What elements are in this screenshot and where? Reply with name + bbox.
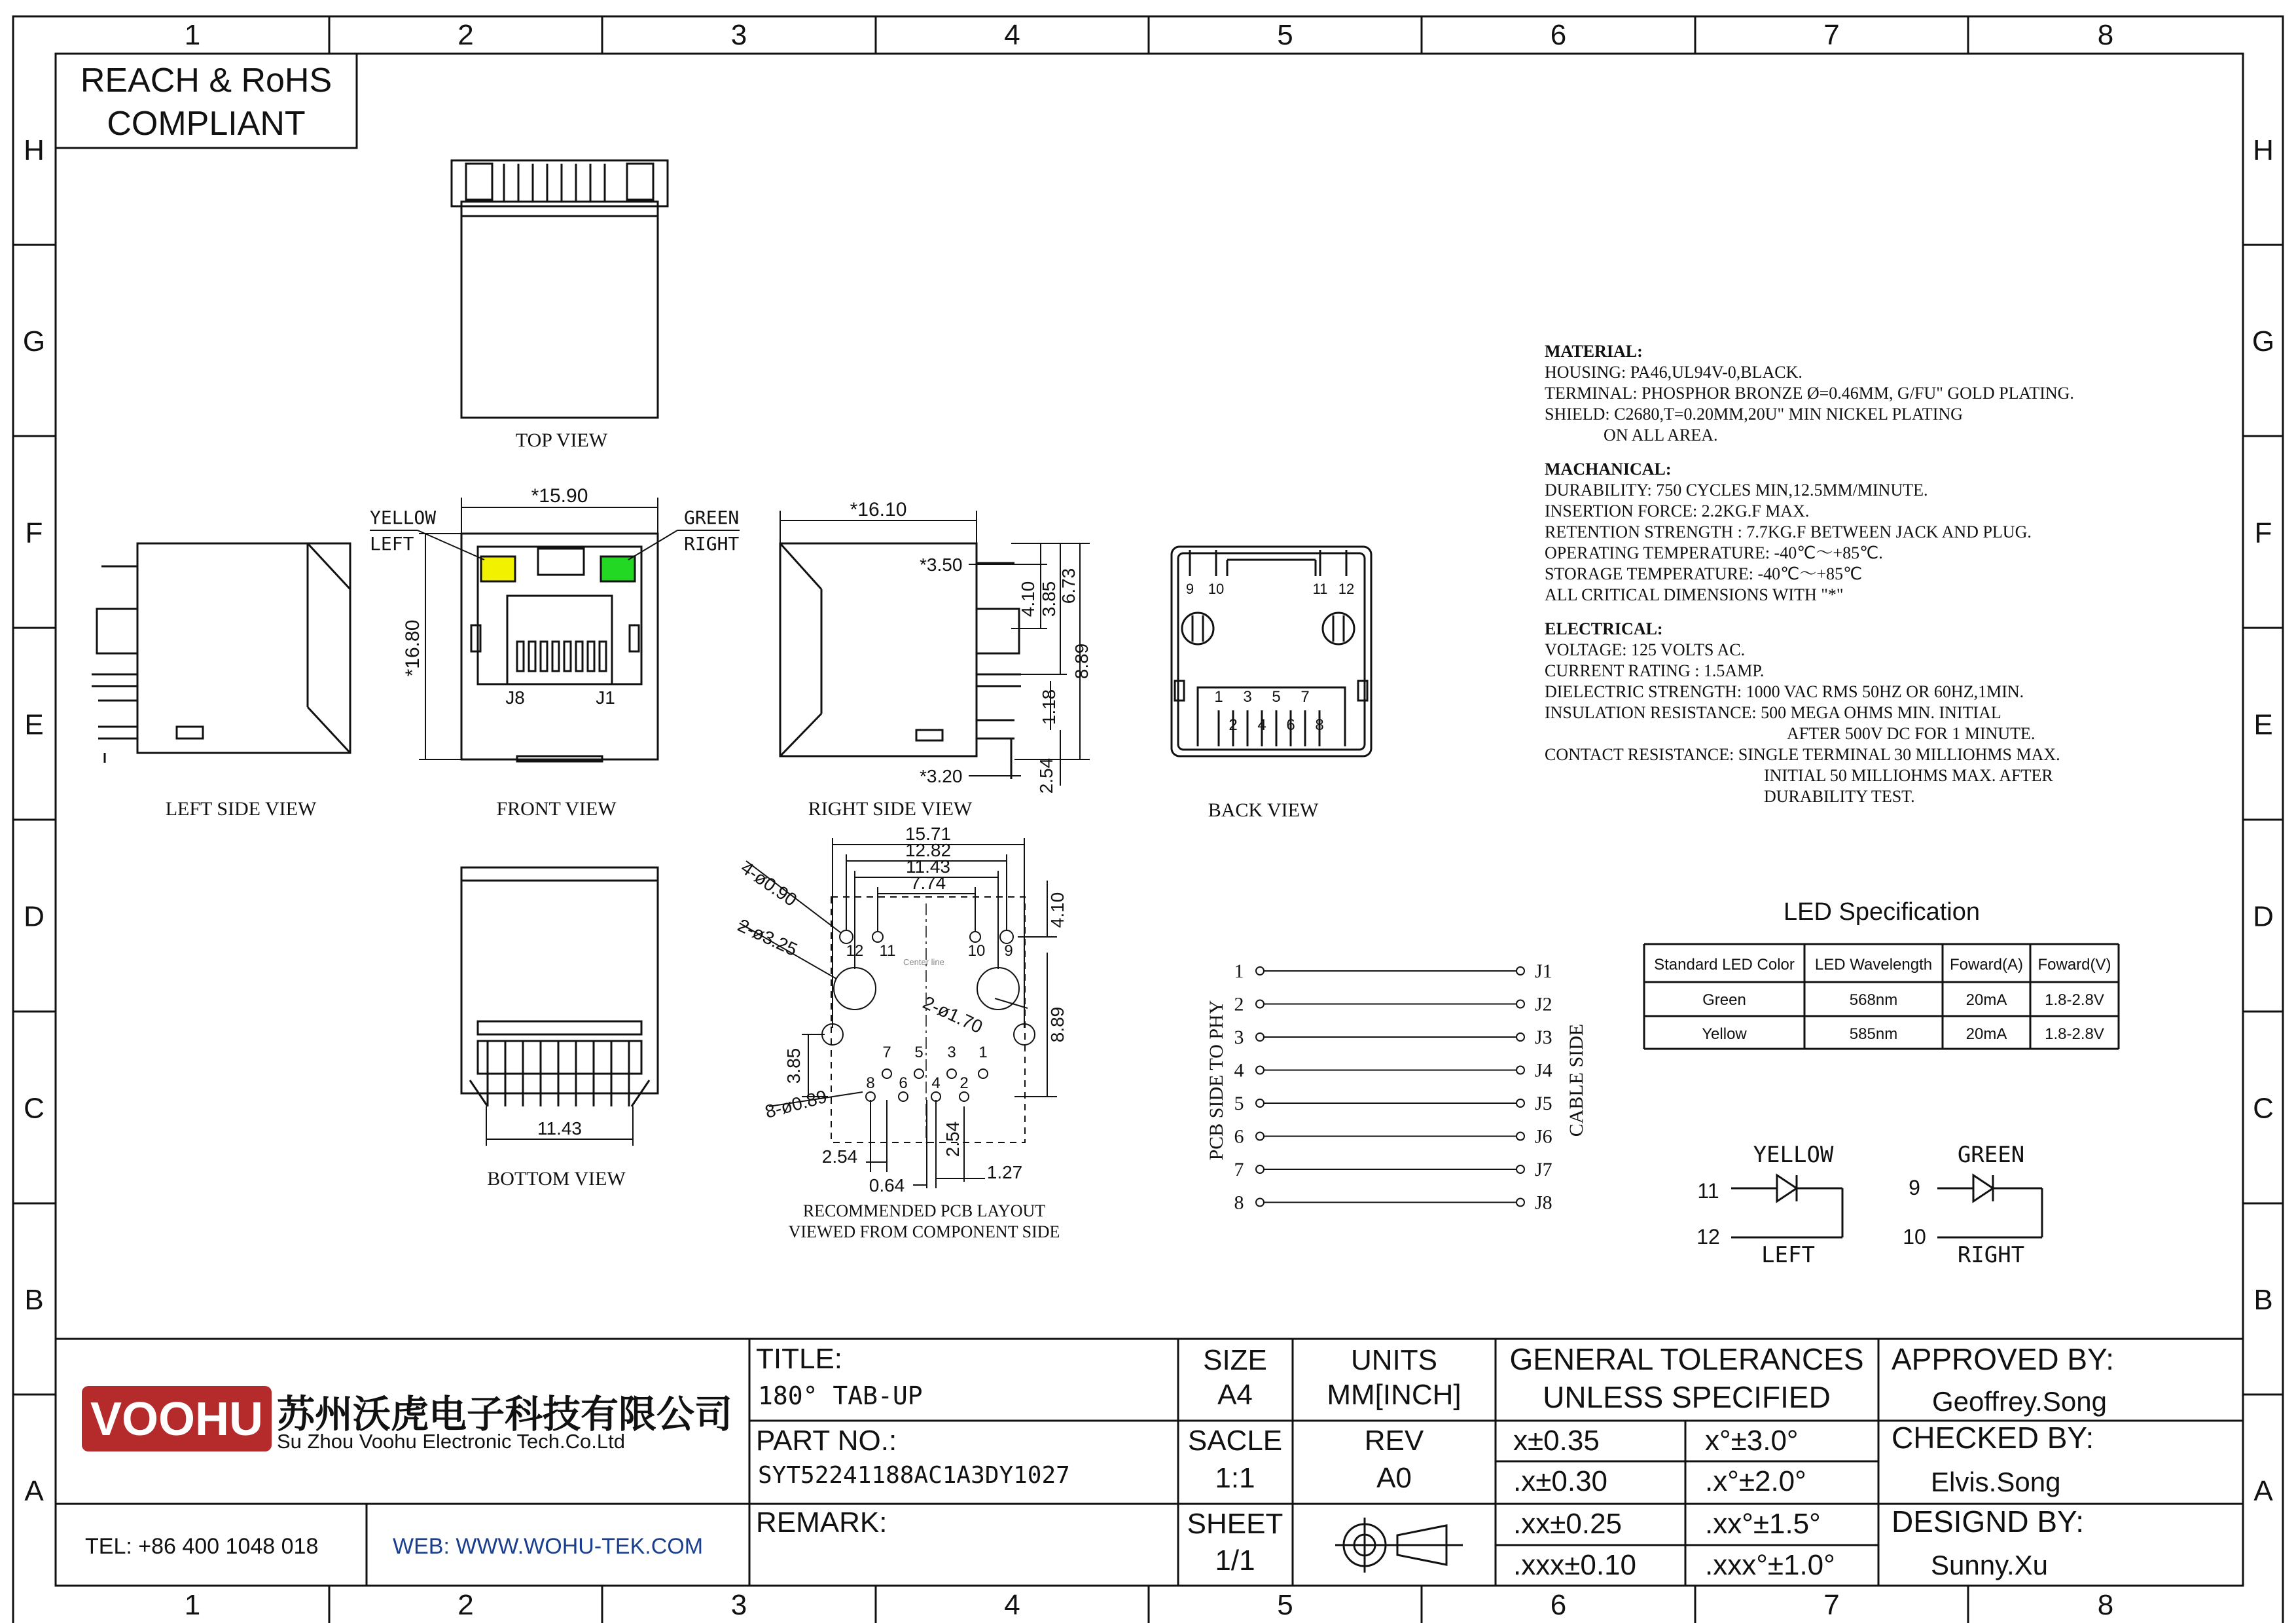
led-pin-10: 10 bbox=[1903, 1225, 1926, 1249]
top-pin-tab bbox=[627, 164, 653, 200]
right-dim: *3.20 bbox=[920, 766, 963, 786]
schematic-pin-number: 5 bbox=[1234, 1093, 1244, 1114]
led-right-label: RIGHT bbox=[1957, 1242, 2025, 1268]
pcb-side-dim: 3.85 bbox=[783, 1048, 804, 1084]
led-yellow-title: YELLOW bbox=[1753, 1142, 1834, 1168]
spec-heading: MATERIAL: bbox=[1545, 342, 1643, 361]
schematic-node bbox=[1256, 1165, 1264, 1173]
pcb-center-line-label: Center line bbox=[903, 957, 944, 967]
compliance-line-2: COMPLIANT bbox=[107, 105, 306, 143]
grid-col-label: 6 bbox=[1550, 1589, 1567, 1621]
spec-line: TERMINAL: PHOSPHOR BRONZE Ø=0.46MM, G/FU" GOLD PLATING. bbox=[1545, 384, 2074, 403]
spec-line: VOLTAGE: 125 VOLTS AC. bbox=[1545, 640, 1746, 659]
schematic-pin-number: 6 bbox=[1234, 1125, 1244, 1148]
tolerance-angular: .xx°±1.5° bbox=[1705, 1508, 1821, 1540]
schematic-pin-number: 8 bbox=[1234, 1192, 1244, 1214]
tolerance-linear: .xx±0.25 bbox=[1513, 1508, 1623, 1540]
pcb-pin-hole bbox=[914, 1069, 924, 1078]
bottom-dim-label: 11.43 bbox=[537, 1118, 582, 1139]
pcb-pin-hole bbox=[866, 1092, 875, 1101]
back-view-label: BACK VIEW bbox=[1208, 799, 1319, 821]
pcb-dim: 11.43 bbox=[906, 856, 950, 877]
tolerance-angular: x°±3.0° bbox=[1705, 1425, 1799, 1457]
approved-value: Geoffrey.Song bbox=[1932, 1386, 2107, 1417]
part-value: SYT52241188AC1A3DY1027 bbox=[758, 1462, 1070, 1489]
spec-line: AFTER 500V DC FOR 1 MINUTE. bbox=[1787, 724, 2036, 743]
schematic-node bbox=[1516, 1033, 1524, 1041]
grid-col-label: 7 bbox=[1823, 1589, 1840, 1621]
schematic-pin-number: 2 bbox=[1234, 993, 1244, 1015]
rev-label: REV bbox=[1364, 1425, 1424, 1457]
part-label: PART NO.: bbox=[756, 1425, 897, 1457]
bottom-view bbox=[461, 867, 658, 1106]
schematic-node bbox=[1256, 1133, 1264, 1140]
yellow-led bbox=[481, 556, 515, 581]
back-pin-number: 4 bbox=[1257, 716, 1266, 734]
schematic-node bbox=[1256, 967, 1264, 975]
tolerance-linear: .xxx±0.10 bbox=[1513, 1549, 1637, 1581]
grid-row-label: E bbox=[24, 708, 44, 741]
right-dim: 1.18 bbox=[1039, 689, 1059, 725]
led-spec-table bbox=[1644, 944, 2119, 1049]
left-side-view bbox=[92, 543, 350, 763]
schematic-jack-label: J5 bbox=[1535, 1093, 1552, 1114]
grid-row-label: B bbox=[24, 1284, 44, 1316]
pcb-side-dim: 4.10 bbox=[1047, 892, 1067, 928]
spec-line: ON ALL AREA. bbox=[1604, 426, 1718, 445]
schematic-node bbox=[1256, 1067, 1264, 1074]
back-pin-number: 5 bbox=[1272, 688, 1281, 706]
grid-row-label: G bbox=[2251, 325, 2275, 357]
title-label: TITLE: bbox=[756, 1343, 843, 1375]
schematic-jack-label: J7 bbox=[1535, 1159, 1552, 1180]
spec-line: INITIAL 50 MILLIOHMS MAX. AFTER bbox=[1764, 766, 2053, 785]
grid-col-label: 3 bbox=[730, 19, 747, 51]
compliance-line-1: REACH & RoHS bbox=[80, 62, 332, 100]
table-cell: 568nm bbox=[1849, 991, 1898, 1009]
grid-row-label: C bbox=[2253, 1092, 2274, 1125]
j1-label: J1 bbox=[596, 687, 615, 708]
units-label: UNITS bbox=[1351, 1344, 1437, 1376]
front-contact bbox=[588, 642, 594, 671]
schematic-node bbox=[1256, 1199, 1264, 1207]
schematic-node bbox=[1516, 1099, 1524, 1107]
table-header: Standard LED Color bbox=[1654, 956, 1795, 974]
front-width-dim: *15.90 bbox=[531, 485, 588, 507]
schematic-jack-label: J1 bbox=[1535, 960, 1552, 982]
left-label: LEFT bbox=[370, 533, 414, 555]
led-left-label: LEFT bbox=[1761, 1242, 1815, 1268]
schematic-pin-number: 3 bbox=[1234, 1027, 1244, 1048]
schematic-jack-label: J3 bbox=[1535, 1027, 1552, 1048]
table-cell: 585nm bbox=[1849, 1025, 1898, 1043]
back-top-pin-number: 10 bbox=[1208, 581, 1225, 597]
title-value: 180° TAB-UP bbox=[758, 1381, 923, 1410]
pcb-pin-number: 7 bbox=[882, 1044, 891, 1061]
yellow-label: YELLOW bbox=[370, 507, 437, 528]
schematic-pin-number: 4 bbox=[1234, 1059, 1244, 1082]
schematic-pin-number: 7 bbox=[1234, 1159, 1244, 1180]
grid-row-label: G bbox=[22, 325, 46, 357]
grid-row-label: H bbox=[24, 134, 45, 166]
right-side-view-label: RIGHT SIDE VIEW bbox=[808, 798, 973, 820]
checked-value: Elvis.Song bbox=[1931, 1467, 2061, 1497]
schematic-node bbox=[1516, 1199, 1524, 1207]
table-header: Foward(A) bbox=[1949, 956, 2024, 974]
grid-row-label: C bbox=[24, 1092, 45, 1125]
right-dim: 6.73 bbox=[1058, 568, 1079, 604]
grid-row-label: D bbox=[2253, 900, 2274, 933]
cable-side-label: CABLE SIDE bbox=[1566, 1023, 1587, 1137]
grid-row-label: B bbox=[2253, 1284, 2273, 1316]
pcb-pin-hole bbox=[947, 1069, 956, 1078]
tolerance-linear: .x±0.30 bbox=[1513, 1465, 1608, 1497]
approved-label: APPROVED BY: bbox=[1892, 1342, 2115, 1376]
company-logo: VOOHU bbox=[90, 1393, 264, 1446]
designed-label: DESIGND BY: bbox=[1892, 1504, 2084, 1539]
spec-line: DURABILITY: 750 CYCLES MIN,12.5MM/MINUTE. bbox=[1545, 481, 1928, 500]
schematic-node bbox=[1516, 967, 1524, 975]
grid-col-label: 3 bbox=[730, 1589, 747, 1621]
grid-col-label: 2 bbox=[457, 1589, 474, 1621]
schematic-node bbox=[1256, 1033, 1264, 1041]
rev-value: A0 bbox=[1376, 1462, 1412, 1494]
back-top-pin-number: 11 bbox=[1312, 581, 1328, 597]
schematic-node bbox=[1256, 1099, 1264, 1107]
right-dim: 3.85 bbox=[1039, 581, 1059, 617]
front-view-label: FRONT VIEW bbox=[496, 798, 617, 820]
led-green-title: GREEN bbox=[1957, 1142, 2025, 1168]
units-value: MM[INCH] bbox=[1327, 1379, 1462, 1411]
grid-col-label: 2 bbox=[457, 19, 474, 51]
right-side-view bbox=[780, 543, 1021, 779]
spec-line: DIELECTRIC STRENGTH: 1000 VAC RMS 50HZ OR 60HZ,1MIN. bbox=[1545, 682, 2024, 701]
schematic-node bbox=[1516, 1067, 1524, 1074]
tolerance-title-1: GENERAL TOLERANCES bbox=[1509, 1342, 1864, 1376]
pcb-hole-dim: 2-ø1.70 bbox=[920, 992, 986, 1038]
pcb-led-pin-number: 12 bbox=[846, 942, 864, 960]
spec-line: ALL CRITICAL DIMENSIONS WITH "*" bbox=[1545, 585, 1844, 604]
scale-label: SACLE bbox=[1187, 1425, 1283, 1457]
spec-line: DURABILITY TEST. bbox=[1764, 787, 1915, 806]
bottom-view-label: BOTTOM VIEW bbox=[487, 1168, 626, 1190]
grid-col-label: 8 bbox=[2097, 19, 2114, 51]
grid-labels bbox=[13, 16, 2283, 1623]
grid-row-label: H bbox=[2253, 134, 2274, 166]
pcb-hole-dim: 4-ø0.90 bbox=[737, 857, 801, 911]
spec-line: INSERTION FORCE: 2.2KG.F MAX. bbox=[1545, 501, 1810, 520]
outer-frame bbox=[13, 16, 2283, 1623]
pcb-led-pin-number: 10 bbox=[967, 942, 986, 960]
spec-line: INSULATION RESISTANCE: 500 MEGA OHMS MIN. INITIAL bbox=[1545, 703, 2001, 722]
web-link[interactable]: WEB: WWW.WOHU-TEK.COM bbox=[393, 1534, 704, 1559]
size-value: A4 bbox=[1217, 1379, 1253, 1411]
schematic-node bbox=[1516, 1133, 1524, 1140]
checked-label: CHECKED BY: bbox=[1892, 1421, 2094, 1455]
pcb-pin-number: 3 bbox=[947, 1044, 956, 1061]
front-contact bbox=[600, 642, 606, 671]
tolerance-title-2: UNLESS SPECIFIED bbox=[1543, 1380, 1831, 1414]
pcb-dim: 15.71 bbox=[905, 824, 952, 844]
pcb-led-pin-number: 9 bbox=[1004, 942, 1013, 960]
pcb-pin-hole bbox=[899, 1092, 908, 1101]
schematic-node bbox=[1256, 1000, 1264, 1008]
pcb-led-pin-number: 11 bbox=[879, 942, 896, 960]
top-view-label: TOP VIEW bbox=[515, 429, 608, 451]
spec-heading: ELECTRICAL: bbox=[1545, 619, 1663, 638]
led-pin-9: 9 bbox=[1909, 1176, 1920, 1199]
back-top-pin-number: 12 bbox=[1338, 581, 1355, 597]
schematic-jack-label: J4 bbox=[1535, 1059, 1552, 1082]
grid-row-label: F bbox=[2254, 517, 2272, 549]
top-pin-tab bbox=[466, 164, 492, 200]
front-contact bbox=[564, 642, 571, 671]
tel: TEL: +86 400 1048 018 bbox=[85, 1534, 319, 1559]
table-cell: 1.8-2.8V bbox=[2045, 1025, 2104, 1043]
back-pin-number: 3 bbox=[1243, 688, 1252, 706]
pcb-side-label: PCB SIDE TO PHY bbox=[1206, 1000, 1227, 1161]
back-pin-number: 2 bbox=[1229, 716, 1238, 734]
grid-col-label: 1 bbox=[184, 1589, 201, 1621]
pcb-pin-number: 4 bbox=[931, 1074, 941, 1092]
spec-line: SHIELD: C2680,T=0.20MM,20U" MIN NICKEL PLATING bbox=[1545, 405, 1963, 424]
grid-row-label: A bbox=[2253, 1475, 2273, 1507]
back-pin-number: 8 bbox=[1315, 716, 1324, 734]
size-label: SIZE bbox=[1203, 1344, 1267, 1376]
grid-col-label: 1 bbox=[184, 19, 201, 51]
grid-col-label: 5 bbox=[1277, 1589, 1293, 1621]
table-cell: 1.8-2.8V bbox=[2045, 991, 2104, 1009]
pcb-layout-label-1: RECOMMENDED PCB LAYOUT bbox=[802, 1201, 1046, 1220]
grid-row-label: E bbox=[2253, 708, 2273, 741]
pcb-dim: 7.74 bbox=[910, 873, 946, 893]
front-contact bbox=[517, 642, 524, 671]
pcb-pin-hole bbox=[882, 1069, 891, 1078]
schematic-pin-number: 1 bbox=[1234, 960, 1244, 982]
top-view bbox=[452, 160, 668, 418]
scale-value: 1:1 bbox=[1215, 1462, 1255, 1494]
pcb-side-dim: 2.54 bbox=[942, 1121, 963, 1158]
led-circuit bbox=[1731, 1175, 2042, 1237]
grid-col-label: 8 bbox=[2097, 1589, 2114, 1621]
schematic-node bbox=[1516, 1165, 1524, 1173]
led-pin-11: 11 bbox=[1697, 1179, 1719, 1203]
schematic-jack-label: J8 bbox=[1535, 1192, 1552, 1214]
spec-line: STORAGE TEMPERATURE: -40℃～+85℃ bbox=[1545, 564, 1863, 583]
led-pin-12: 12 bbox=[1696, 1225, 1720, 1249]
right-dim: 4.10 bbox=[1018, 581, 1038, 617]
grid-col-label: 7 bbox=[1823, 19, 1840, 51]
right-view-dimensions bbox=[780, 511, 1090, 786]
schematic-jack-label: J2 bbox=[1535, 993, 1552, 1015]
back-pin-number: 7 bbox=[1300, 688, 1310, 706]
pcb-bottom-dim: 0.64 bbox=[869, 1175, 905, 1195]
sheet-label: SHEET bbox=[1187, 1508, 1283, 1540]
grid-row-label: A bbox=[24, 1475, 44, 1507]
table-header: Foward(V) bbox=[2037, 956, 2111, 974]
pcb-pin-number: 2 bbox=[960, 1074, 969, 1092]
pcb-pin-number: 6 bbox=[899, 1074, 908, 1092]
pcb-pin-hole bbox=[978, 1069, 988, 1078]
pcb-pin-hole bbox=[960, 1092, 969, 1101]
back-pin-number: 1 bbox=[1214, 688, 1223, 706]
grid-col-label: 4 bbox=[1004, 1589, 1020, 1621]
tolerance-angular: .xxx°±1.0° bbox=[1705, 1549, 1835, 1581]
led-spec-title: LED Specification bbox=[1784, 898, 1980, 926]
grid-col-label: 4 bbox=[1004, 19, 1020, 51]
left-side-view-label: LEFT SIDE VIEW bbox=[165, 798, 317, 820]
grid-row-label: F bbox=[25, 517, 43, 549]
spec-line: HOUSING: PA46,UL94V-0,BLACK. bbox=[1545, 363, 1803, 382]
pcb-bottom-dim: 2.54 bbox=[821, 1146, 858, 1167]
pcb-pin-hole bbox=[931, 1092, 941, 1101]
right-width-dim: *16.10 bbox=[850, 499, 907, 520]
back-view bbox=[1172, 547, 1371, 756]
back-top-pin-number: 9 bbox=[1185, 581, 1194, 597]
pcb-hole-dim: 2-ø3.25 bbox=[734, 915, 801, 960]
front-height-dim: *16.80 bbox=[402, 619, 423, 677]
right-dim: 8.89 bbox=[1071, 643, 1092, 680]
pcb-pin-number: 1 bbox=[978, 1044, 988, 1061]
grid-col-label: 6 bbox=[1550, 19, 1567, 51]
grid-col-label: 5 bbox=[1277, 19, 1293, 51]
designed-value: Sunny.Xu bbox=[1931, 1550, 2049, 1580]
spec-line: CONTACT RESISTANCE: SINGLE TERMINAL 30 MILLIOHMS MAX. bbox=[1545, 745, 2060, 764]
table-cell: Yellow bbox=[1702, 1025, 1747, 1043]
schematic-node bbox=[1516, 1000, 1524, 1008]
front-contact bbox=[552, 642, 559, 671]
spec-line: RETENTION STRENGTH : 7.7KG.F BETWEEN JACK AND PLUG. bbox=[1545, 522, 2032, 541]
pcb-pin-number: 5 bbox=[914, 1044, 924, 1061]
schematic-jack-label: J6 bbox=[1535, 1125, 1552, 1148]
tolerance-angular: .x°±2.0° bbox=[1705, 1465, 1806, 1497]
right-dim: 2.54 bbox=[1036, 757, 1056, 794]
pcb-side-dim: 8.89 bbox=[1047, 1006, 1067, 1043]
front-contact bbox=[529, 642, 535, 671]
front-contact bbox=[541, 642, 547, 671]
front-contact bbox=[576, 642, 583, 671]
table-cell: Green bbox=[1702, 991, 1746, 1009]
spec-heading: MACHANICAL: bbox=[1545, 460, 1672, 479]
table-cell: 20mA bbox=[1965, 991, 2007, 1009]
table-cell: 20mA bbox=[1965, 1025, 2007, 1043]
pcb-bottom-dim: 1.27 bbox=[986, 1162, 1023, 1182]
pcb-layout-label-2: VIEWED FROM COMPONENT SIDE bbox=[788, 1222, 1060, 1241]
specifications bbox=[1545, 342, 2074, 806]
company-name-cn: 苏州沃虎电子科技有限公司 bbox=[277, 1393, 733, 1436]
pcb-dim: 12.82 bbox=[905, 840, 952, 860]
spec-line: CURRENT RATING : 1.5AMP. bbox=[1545, 661, 1765, 680]
grid-row-label: D bbox=[24, 900, 45, 933]
company-name-en: Su Zhou Voohu Electronic Tech.Co.Ltd bbox=[277, 1430, 625, 1453]
right-dim: *3.50 bbox=[920, 555, 963, 575]
spec-line: OPERATING TEMPERATURE: -40℃～+85℃. bbox=[1545, 543, 1883, 562]
j8-label: J8 bbox=[505, 687, 525, 708]
pcb-pin-number: 8 bbox=[866, 1074, 875, 1092]
back-pin-number: 6 bbox=[1286, 716, 1295, 734]
green-led bbox=[601, 556, 635, 581]
green-label: GREEN bbox=[684, 507, 740, 528]
pcb-hole-dim: 8-ø0.89 bbox=[762, 1085, 829, 1122]
sheet-value: 1/1 bbox=[1215, 1544, 1255, 1577]
table-header: LED Wavelength bbox=[1814, 956, 1933, 974]
right-label: RIGHT bbox=[684, 533, 740, 555]
tolerance-linear: x±0.35 bbox=[1513, 1425, 1600, 1457]
remark-label: REMARK: bbox=[756, 1506, 888, 1539]
pin-schematic bbox=[1234, 960, 1552, 1214]
